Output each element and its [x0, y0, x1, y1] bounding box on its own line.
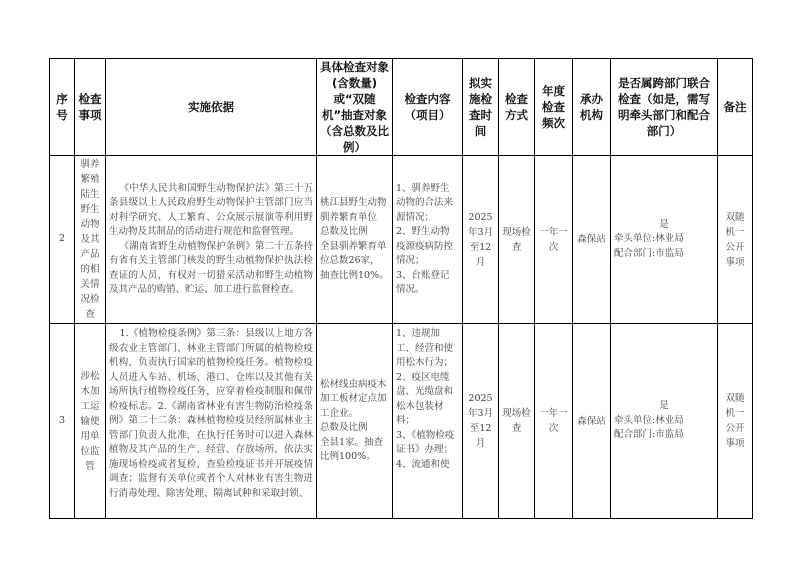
- object-line: 桃江县野生动物驯养繁育单位: [320, 197, 387, 223]
- row-basis: [106, 156, 317, 324]
- content-line: 3、《植物检疫证书》办理；: [396, 429, 455, 455]
- row-method: 现场检查: [499, 156, 535, 324]
- content-line: 4、流通和使: [396, 458, 450, 470]
- basis-paragraph: 《中华人民共和国野生动物保护法》第三十五条县级以上人民政府野生动物保护主管部门应当对科学研究、人工繁育、公众展示展演等利用野生动物及其制品的活动进行规范和监督管理。: [109, 182, 313, 237]
- header-object: 具体检查对象(含数量)或“双随机”抽查对象（含总数及比例）: [317, 59, 393, 156]
- row-content: [393, 156, 463, 324]
- table-row: [50, 324, 753, 519]
- basis-paragraph: 1.《植物检疫条例》第三条：县级以上地方各级农业主管部门、林业主管部门所属的植物检疫机构，负责执行国家的植物检疫任务。植物检疫人员进入车站、机场、港口、仓库以及其他有关场所执行植物检疫任务，应穿着检疫制服和佩带检疫标志。2.《湖南省林业有害生物防治检疫条例》第二十二条：森林植物检疫员经所属林业主管部门负责人批准，在执行任务时可以进入森林植物及其产品的生产、经营、存放场所，依法实施现场检疫或者复检，查验检疫证书并开展疫情调查；监督有关单位或者个人对林业有害生物进行消毒处理、除害处理、隔离试种和采取封锁、: [109, 328, 313, 499]
- table-row: [50, 156, 753, 324]
- joint-partner: 配合部门:市监局: [614, 247, 684, 259]
- header-method: 检查方式: [499, 59, 535, 156]
- row-joint: [611, 156, 718, 324]
- header-content: 检查内容（项目）: [393, 59, 463, 156]
- joint-partner: 配合部门:市监局: [614, 429, 684, 441]
- content-line: 2、野生动物疫源疫病防控情况；: [396, 226, 454, 266]
- row-basis: [106, 324, 317, 519]
- row-item: 涉松木加工运输使用单位监管: [75, 324, 106, 519]
- object-line: 松材线虫病疫木加工板材定点加工企业。: [320, 378, 387, 419]
- row-seq: 2: [50, 156, 75, 324]
- object-line: 总数及比例: [320, 422, 368, 433]
- content-line: 3、台账登记情况。: [396, 269, 450, 295]
- row-time: 2025年3月至12月: [463, 156, 499, 324]
- row-joint: [611, 324, 718, 519]
- row-object: [317, 156, 393, 324]
- inspection-table: [49, 58, 753, 519]
- header-basis: 实施依据: [106, 59, 317, 156]
- row-freq: 一年一次: [535, 324, 573, 519]
- row-time: 2025年3月至12月: [463, 324, 499, 519]
- joint-lead: 牵头单位:林业局: [614, 414, 684, 426]
- header-time: 拟实施检查时间: [463, 59, 499, 156]
- joint-flag: 是: [659, 400, 669, 412]
- row-freq: 一年一次: [535, 156, 573, 324]
- joint-flag: 是: [659, 218, 669, 230]
- object-line: 全县1家。抽查比例100%。: [320, 436, 384, 462]
- row-item: 驯养繁殖陆生野生动物及其产品的相关情况检查: [75, 156, 106, 324]
- object-line: 全县驯养繁育单位总数26家，抽查比例10%。: [320, 240, 389, 281]
- content-line: 1、驯养野生动物的合法来源情况；: [396, 182, 454, 223]
- object-line: 总数及比例: [320, 226, 368, 237]
- header-item: 检查事项: [75, 59, 106, 156]
- header-joint: 是否属跨部门联合检查（如是，需写明牵头部门和配合部门）: [611, 59, 718, 156]
- row-agency: 森保站: [573, 324, 611, 519]
- row-content: [393, 324, 463, 519]
- header-seq: 序号: [50, 59, 75, 156]
- row-seq: 3: [50, 324, 75, 519]
- header-freq: 年度检查频次: [535, 59, 573, 156]
- row-agency: 森保站: [573, 156, 611, 324]
- row-object: [317, 324, 393, 519]
- row-method: 现场检查: [499, 324, 535, 519]
- header-agency: 承办机构: [573, 59, 611, 156]
- basis-paragraph: 《湖南省野生动植物保护条例》第二十五条持有省有关主管部门核发的野生动植物保护执法检查证的人员，有权对一切猎采活动和野生动植物及其产品的购销、贮运、加工进行监督检查。: [109, 240, 313, 295]
- row-note: 双随机一公开事项: [718, 156, 753, 324]
- content-line: 2、疫区电缆盘、光缆盘和松木包装材料；: [396, 371, 454, 426]
- content-line: 1、违规加工、经营和使用松木行为；: [396, 328, 454, 368]
- header-row: [50, 59, 753, 156]
- header-note: 备注: [718, 59, 753, 156]
- joint-lead: 牵头单位:林业局: [614, 233, 684, 245]
- row-note: 双随机一公开事项: [718, 324, 753, 519]
